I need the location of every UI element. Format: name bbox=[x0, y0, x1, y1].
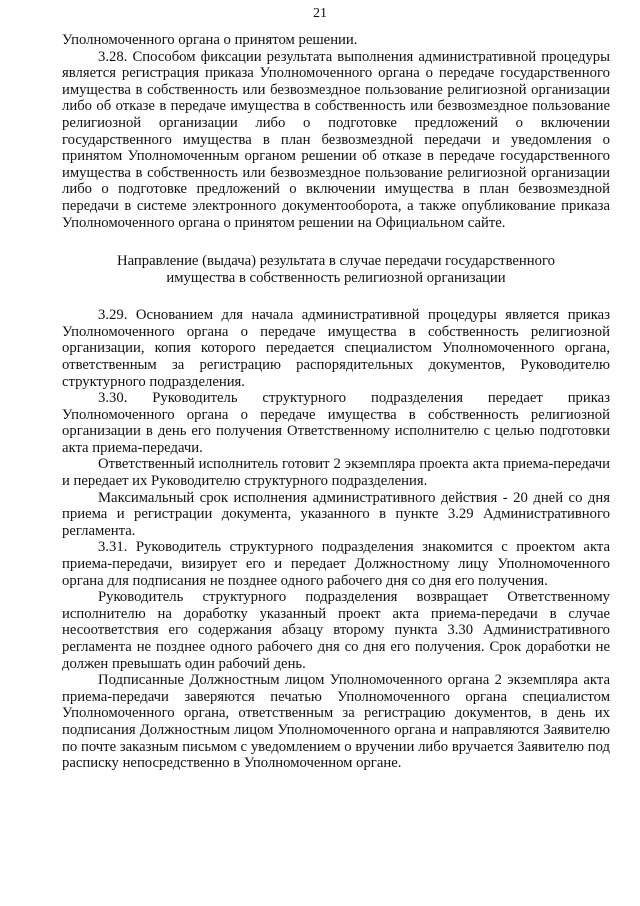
paragraph-responsible-executor: Ответственный исполнитель готовит 2 экземпляра проекта акта приема-передачи и передает их Руководителю структурного подразделения. bbox=[62, 456, 610, 490]
paragraph-3-30: 3.30. Руководитель структурного подразделения передает приказ Уполномоченного органа о передаче имущества в собственность религиозной организации в день его получения Ответственному исполнителю с целью подготовки акта приема-передачи. bbox=[62, 390, 610, 456]
section-heading-line-1: Направление (выдача) результата в случае передачи государственного bbox=[116, 253, 556, 270]
paragraph-3-31: 3.31. Руководитель структурного подразделения знакомится с проектом акта приема-передачи, визирует его и передает Должностному лицу Уполномоченного органа для подписания не позднее одного рабочего дня со дня его получения. bbox=[62, 539, 610, 589]
section-heading-line-2: имущества в собственность религиозной организации bbox=[166, 270, 506, 287]
page-number: 21 bbox=[313, 6, 327, 21]
paragraph-3-29: 3.29. Основанием для начала административной процедуры является приказ Уполномоченного органа о передаче имущества в собственность религиозной организации, копия которого передается специалистом Уполномоченного органа, ответственным за регистрацию распорядительных документов, Руководителю структурного подразделения. bbox=[62, 307, 610, 390]
document-body bbox=[62, 32, 610, 772]
paragraph-max-term: Максимальный срок исполнения административного действия - 20 дней со дня приема и регистрации документа, указанного в пункте 3.29 Административного регламента. bbox=[62, 489, 610, 539]
paragraph-continuation: Уполномоченного органа о принятом решении. bbox=[62, 32, 358, 48]
section-heading bbox=[62, 253, 610, 287]
paragraph-signed-act: Подписанные Должностным лицом Уполномоченного органа 2 экземпляра акта приема-передачи заверяются печатью Уполномоченного органа специалистом Уполномоченного органа, ответственным за регистрацию документов, в день их подписания Должностным лицом Уполномоченного органа и направляются Заявителю по почте заказным письмом с уведомлением о вручении либо вручается Заявителю под расписку непосредственно в Уполномоченном органе. bbox=[62, 672, 610, 772]
paragraph-3-28: 3.28. Способом фиксации результата выполнения административной процедуры является регистрация приказа Уполномоченного органа о передаче государственного имущества в собственность или безвозмездное пользование религиозной организации либо об отказе в передаче имущества в собственность или безвозмездное пользование религиозной организации либо о подготовке предложений о включении государственного имущества в план безвозмездной передачи и уведомления о принятом Уполномоченным органом решении об отказе в передаче государственного имущества в собственность или безвозмездное пользование религиозной организации либо о подготовке предложений о включении имущества в план безвозмездной передачи в системе электронного документооборота, а также опубликование приказа Уполномоченного органа о принятом решении на Официальном сайте. bbox=[62, 48, 610, 231]
paragraph-return-revision: Руководитель структурного подразделения возвращает Ответственному исполнителю на доработку указанный проект акта приема-передачи в случае несоответствия его содержания абзацу второму пункта 3.30 Административного регламента не позднее одного рабочего дня со дня его получения. Срок доработки не должен превышать один рабочий день. bbox=[62, 589, 610, 672]
